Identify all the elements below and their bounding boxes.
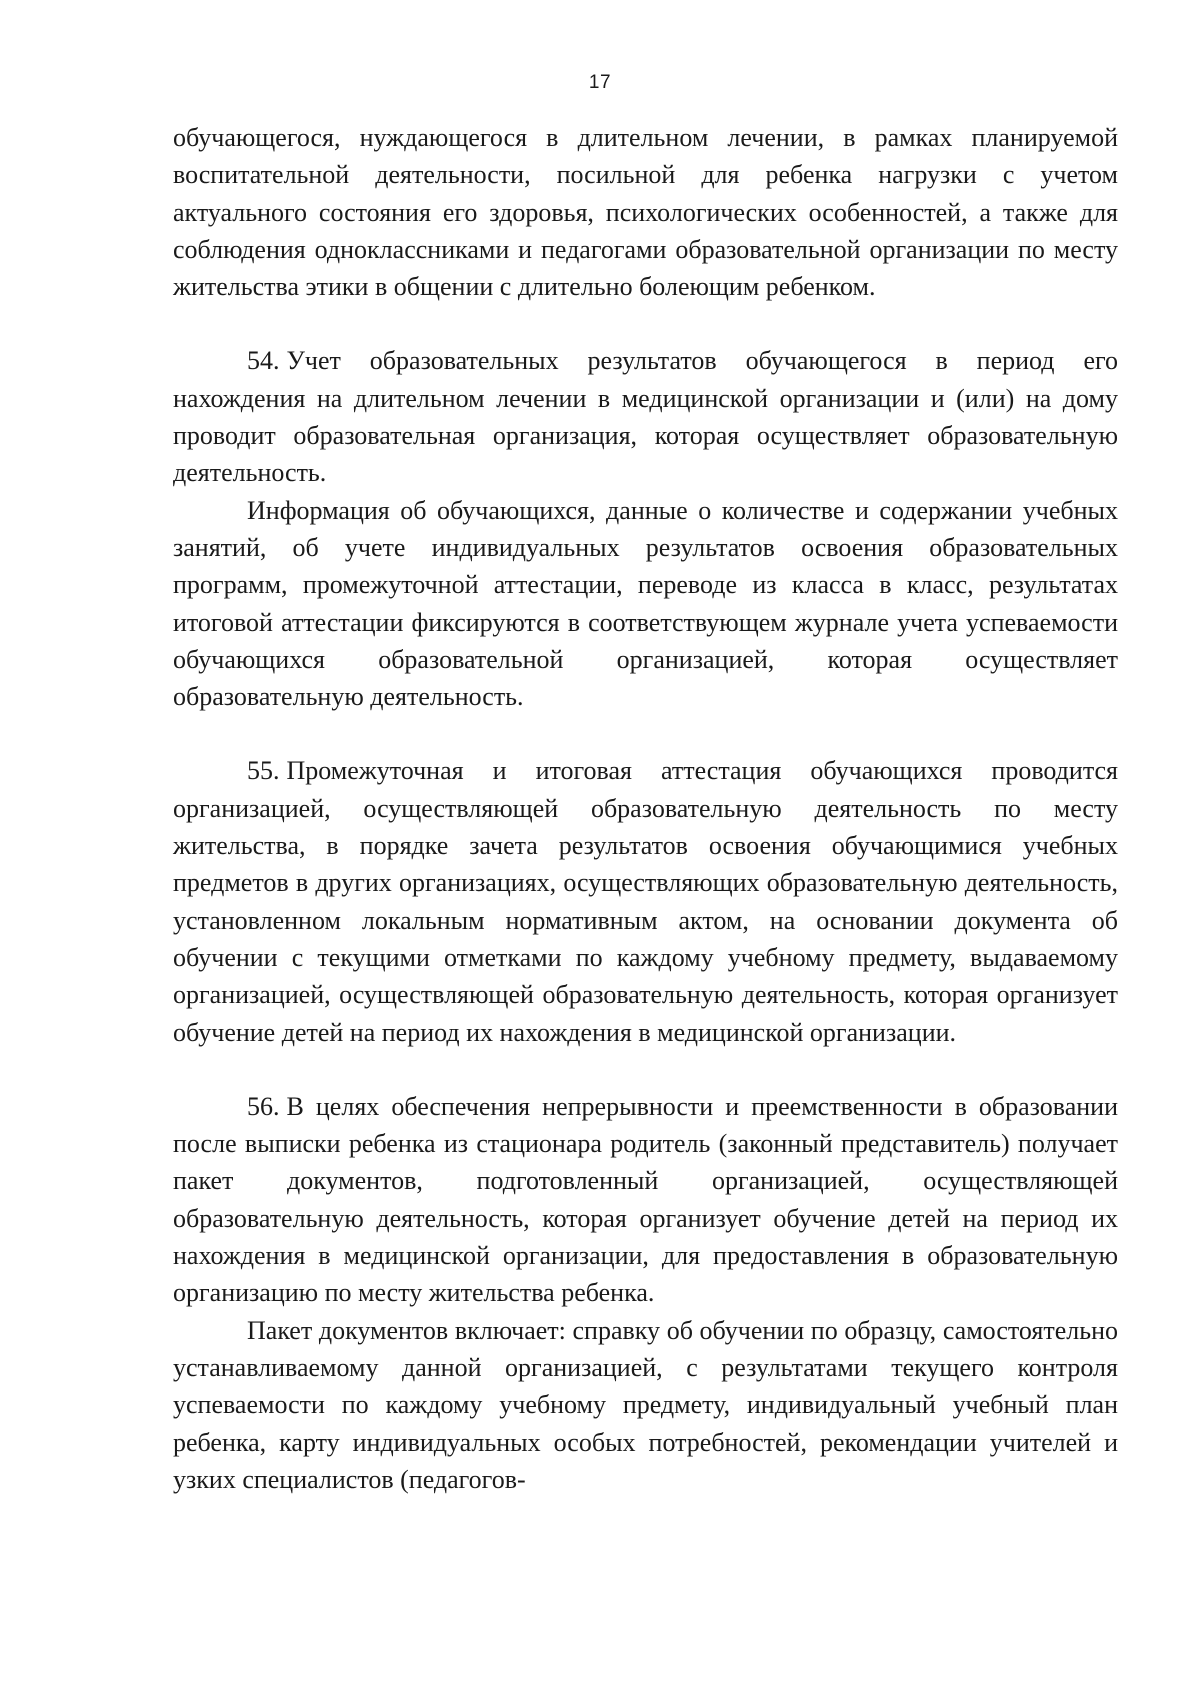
clause-text: Учет образовательных результатов обучающегося в период его нахождения на длительном лечении в медицинской организации и (или) на дому проводит образовательная организация, которая осуществляет образовательную деятельность. [173, 346, 1118, 488]
clause-text: В целях обеспечения непрерывности и преемственности в образовании после выписки ребенка из стационара родитель (законный представитель) получает пакет документов, подготовленный организацией, осуществляющей образовательную деятельность, которая организует обучение детей на период их нахождения в медицинской организации, для предоставления в образовательную организацию по месту жительства ребенка. [173, 1091, 1118, 1308]
document-body [173, 119, 1118, 1498]
clause-number: 56. [247, 1091, 280, 1121]
paragraph-gap [173, 305, 1118, 342]
clause-54 [173, 342, 1118, 491]
page-number: 17 [588, 72, 612, 93]
clause-55 [173, 752, 1118, 1050]
clause-54-info-paragraph: Информация об обучающихся, данные о количестве и содержании учебных занятий, об учете индивидуальных результатов освоения образовательных программ, промежуточной аттестации, переводе из класса в класс, результатах итоговой аттестации фиксируются в соответствующем журнале учета успеваемости обучающихся образовательной организацией, которая осуществляет образовательную деятельность. [173, 495, 1118, 712]
clause-number: 54. [247, 346, 280, 376]
paragraph-continuation: обучающегося, нуждающегося в длительном лечении, в рамках планируемой воспитательной деятельности, посильной для ребенка нагрузки с учетом актуального состояния его здоровья, психологических особенностей, а также для соблюдения одноклассниками и педагогами образовательной организации по месту жительства этики в общении с длительно болеющим ребенком. [173, 123, 1118, 302]
clause-text: Промежуточная и итоговая аттестация обучающихся проводится организацией, осуществляющей образовательную деятельность по месту жительства, в порядке зачета результатов освоения обучающимися учебных предметов в других организациях, осуществляющих образовательную деятельность, установленном локальным нормативным актом, на основании документа об обучении с текущими отметками по каждому учебному предмету, выдаваемому организацией, осуществляющей образовательную деятельность, которая организует обучение детей на период их нахождения в медицинской организации. [173, 756, 1118, 1047]
paragraph-gap [173, 1051, 1118, 1088]
paragraph-gap [173, 715, 1118, 752]
clause-number: 55. [247, 756, 280, 786]
clause-56 [173, 1088, 1118, 1312]
clause-56-package-paragraph: Пакет документов включает: справку об обучении по образцу, самостоятельно устанавливаемому данной организацией, с результатами текущего контроля успеваемости по каждому учебному предмету, индивидуальный учебный план ребенка, карту индивидуальных особых потребностей, рекомендации учителей и узких специалистов (педагогов- [173, 1315, 1118, 1494]
